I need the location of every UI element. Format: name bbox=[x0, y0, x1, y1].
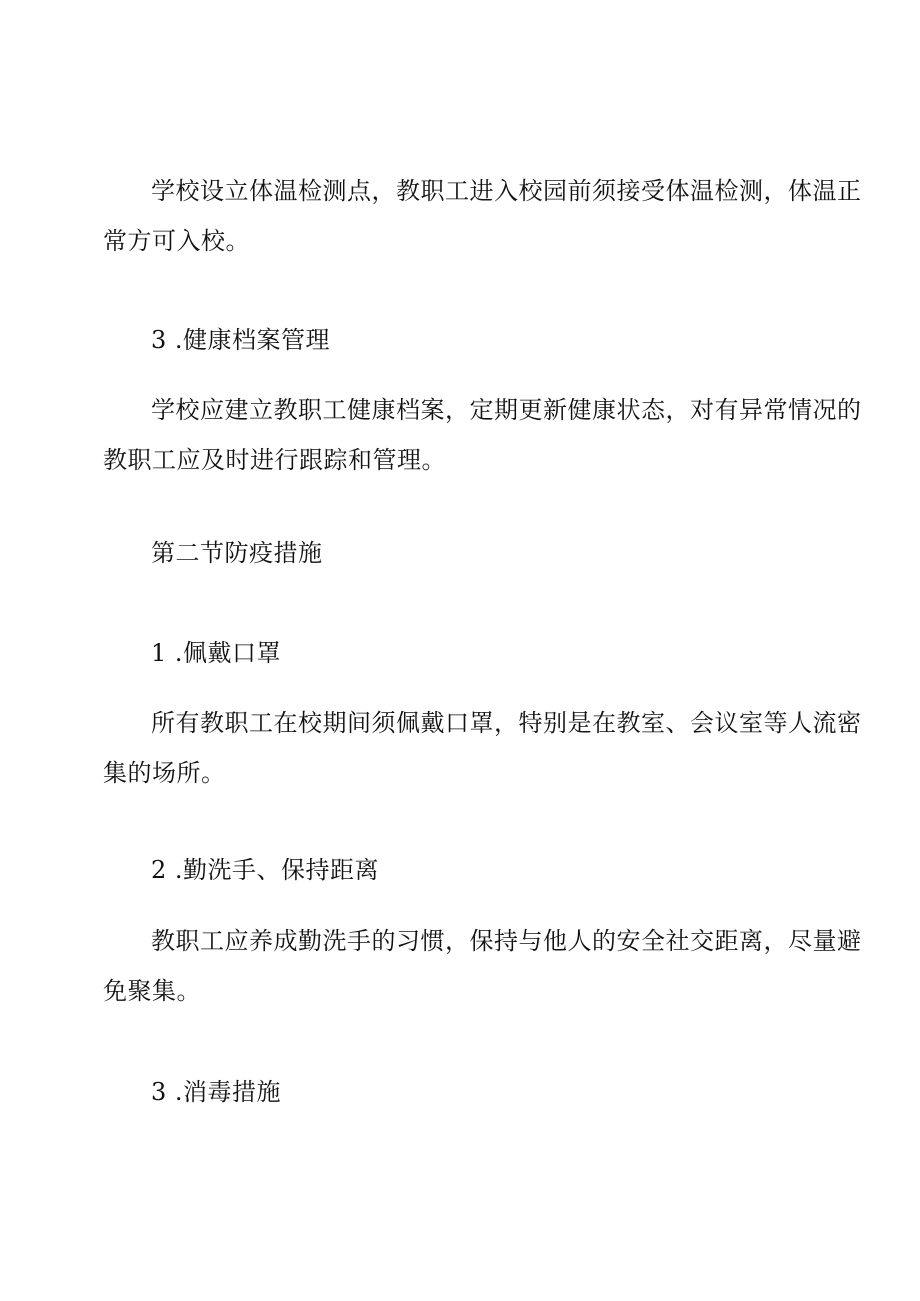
paragraph-line: 集的场所。 bbox=[103, 759, 226, 787]
paragraph-line: 教职工应及时进行跟踪和管理。 bbox=[103, 446, 446, 474]
paragraph-handwash bbox=[103, 916, 862, 1016]
paragraph-line: 常方可入校。 bbox=[103, 227, 250, 255]
paragraph-line: 学校设立体温检测点，教职工进入校园前须接受体温检测，体温正 bbox=[151, 177, 862, 205]
paragraph-masks bbox=[103, 698, 862, 798]
heading-masks: 1 .佩戴口罩 bbox=[151, 639, 282, 667]
paragraph-line: 免聚集。 bbox=[103, 977, 201, 1005]
paragraph-line: 教职工应养成勤洗手的习惯，保持与他人的安全社交距离，尽量避 bbox=[151, 927, 862, 955]
heading-handwash: 2 .勤洗手、保持距离 bbox=[151, 856, 380, 884]
paragraph-health-records bbox=[103, 385, 862, 485]
heading-health-records: 3 .健康档案管理 bbox=[151, 326, 331, 354]
paragraph-line: 学校应建立教职工健康档案，定期更新健康状态，对有异常情况的 bbox=[151, 396, 862, 424]
section-title: 第二节防疫措施 bbox=[151, 539, 323, 567]
paragraph-temperature-check bbox=[103, 166, 862, 266]
heading-disinfection: 3 .消毒措施 bbox=[151, 1078, 282, 1106]
paragraph-line: 所有教职工在校期间须佩戴口罩，特别是在教室、会议室等人流密 bbox=[151, 709, 862, 737]
